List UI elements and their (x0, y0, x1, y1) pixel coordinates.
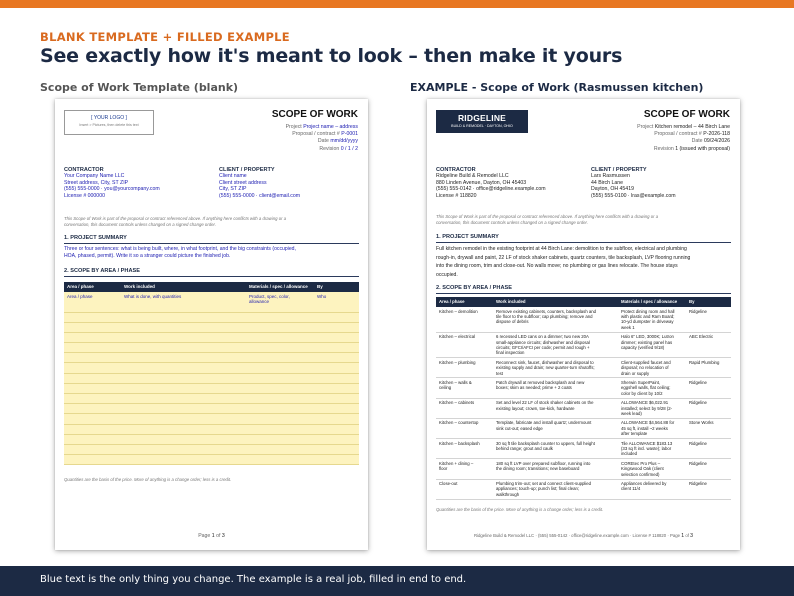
client-line[interactable]: Client name (219, 173, 247, 180)
meta-label: Date (691, 138, 703, 145)
cell-by: Ridgeline (686, 459, 731, 479)
contractor-block (64, 167, 160, 199)
table-row (436, 307, 731, 332)
contractor-line[interactable]: Street address, City, ST ZIP (64, 179, 129, 186)
disclaimer (64, 216, 362, 229)
blank-table-row[interactable] (64, 424, 359, 434)
summary-text (436, 245, 734, 279)
page-current: 1 (681, 533, 685, 539)
scope-table (436, 297, 731, 500)
blank-cell[interactable] (64, 322, 121, 332)
blank-cell[interactable] (64, 414, 121, 424)
cell-area: Kitchen – backsplash (436, 439, 493, 459)
page-label: Page (669, 533, 681, 538)
client-heading: CLIENT / PROPERTY (219, 167, 275, 173)
cell-materials: Sherwin SuperPaint, eggshell walls, flat ceiling; color by client by 10/2 (618, 378, 686, 398)
cell-work: Plumbing trim-out; set and connect client-supplied appliances; touch-up; punch list; final clean; walkthrough (493, 479, 618, 499)
summary-line: HOA, phased, permit). Write it so a stranger could picture the finished job. (64, 253, 231, 260)
client-block (219, 167, 300, 199)
cell-area: Kitchen – walls & ceiling (436, 378, 493, 398)
blank-table-row[interactable] (64, 455, 359, 465)
meta-value: P-2026-118 (703, 131, 730, 138)
meta-label: Proposal / contract # (654, 131, 702, 138)
contractor-line: 880 Linden Avenue, Dayton, OH 45403 (436, 179, 527, 186)
logo-placeholder[interactable] (64, 110, 154, 135)
blank-table-row[interactable] (64, 434, 359, 444)
page-of: of (216, 533, 221, 539)
blank-cell[interactable] (314, 363, 359, 373)
disclaimer-line: This Scope of Work is part of the proposal or contract referenced above. If anything here conflicts with a drawing or a (436, 214, 659, 219)
cell-work: 180 sq ft LVP over prepared subfloor, running into the dining room; transitions; new baseboard (493, 459, 618, 479)
meta-label: Proposal / contract # (292, 131, 340, 138)
cell-by: Ridgeline (686, 398, 731, 418)
cell-materials: Halo 6" LED, 3000K; Lutron dimmer; existing panel has capacity (verified 9/18) (618, 332, 686, 358)
cell-work: Remove existing cabinets, counters, backsplash and tile floor to the subfloor; cap plumbing; remove and dispose of debris (493, 307, 618, 332)
table-row (436, 358, 731, 378)
blank-cell[interactable] (121, 434, 246, 444)
section-heading-scope: 2. SCOPE BY AREA / PHASE (436, 285, 512, 291)
blank-cell[interactable] (121, 455, 246, 465)
page-total: 3 (221, 533, 225, 539)
blank-cell[interactable] (121, 332, 246, 342)
blank-table-row[interactable] (64, 394, 359, 404)
cell-area: Kitchen – cabinets (436, 398, 493, 418)
blank-cell[interactable] (246, 363, 314, 373)
blank-cell[interactable] (64, 312, 121, 322)
table-row (436, 378, 731, 398)
page-total: 3 (690, 533, 694, 539)
meta-value[interactable]: P-0001 (341, 131, 358, 138)
cell-work[interactable]: What is done, with quantities (121, 292, 246, 312)
table-header-row (436, 297, 731, 307)
contractor-heading: CONTRACTOR (64, 167, 104, 173)
cell-by: Ridgeline (686, 479, 731, 499)
cell-by: Stone Works (686, 418, 731, 438)
divider (436, 293, 731, 294)
section-heading-summary: 1. PROJECT SUMMARY (436, 234, 499, 240)
blank-cell[interactable] (246, 414, 314, 424)
client-line: Dayton, OH 45419 (591, 186, 634, 193)
blank-table-row[interactable] (64, 373, 359, 383)
blank-cell[interactable] (246, 343, 314, 353)
page-footer (427, 533, 740, 539)
blank-cell[interactable] (246, 434, 314, 444)
client-line[interactable]: Client street address (219, 179, 267, 186)
blank-cell[interactable] (64, 343, 121, 353)
disclaimer (436, 214, 734, 227)
blank-cell[interactable] (121, 424, 246, 434)
contractor-line[interactable]: Your Company Name LLC (64, 173, 125, 180)
cell-by[interactable]: Who (314, 292, 359, 312)
section-heading-summary: 1. PROJECT SUMMARY (64, 235, 127, 241)
blank-rows (64, 312, 359, 465)
blank-cell[interactable] (121, 404, 246, 414)
cell-work: Template, fabricate and install quartz; undermount sink cut-out; eased edge (493, 418, 618, 438)
contractor-line: (555) 555-0142 · office@ridgeline.example.com (436, 186, 546, 193)
blank-cell[interactable] (314, 404, 359, 414)
cell-area: Kitchen – demolition (436, 307, 493, 332)
example-caption: EXAMPLE - Scope of Work (Rasmussen kitchen) (410, 81, 704, 94)
cell-materials: Tile ALLOWANCE $183.13 (33 sq ft incl. waste); labor included (618, 439, 686, 459)
blank-cell[interactable] (64, 404, 121, 414)
doc-meta (637, 124, 730, 153)
cell-materials: Appliances delivered by client 11/4 (618, 479, 686, 499)
blank-cell[interactable] (121, 343, 246, 353)
client-line: Lars Rasmussen (591, 173, 630, 180)
blank-table-row[interactable] (64, 332, 359, 342)
disclaimer-line: This Scope of Work is part of the proposal or contract referenced above. If anything here conflicts with a drawing or a (64, 216, 287, 221)
footer-company-info: Ridgeline Build & Remodel LLC · (555) 555-0142 · office@ridgeline.example.com · License # 118820 · (473, 533, 669, 538)
contractor-line[interactable]: (555) 555-0000 · you@yourcompany.com (64, 186, 160, 193)
divider (64, 243, 359, 244)
divider (64, 276, 359, 277)
cell-materials: COREtec Pro Plus – Kingswood Oak (client selection confirmed) (618, 459, 686, 479)
blank-cell[interactable] (246, 455, 314, 465)
blank-cell[interactable] (246, 312, 314, 322)
meta-value: 09/24/2026 (704, 138, 730, 145)
table-header-row (64, 282, 359, 292)
meta-value[interactable]: 0 / 1 / 2 (340, 145, 358, 152)
blank-cell[interactable] (314, 455, 359, 465)
meta-value: 1 (issued with proposal) (675, 145, 730, 152)
blank-cell[interactable] (64, 444, 121, 454)
template-caption: Scope of Work Template (blank) (40, 81, 239, 94)
blank-cell[interactable] (64, 394, 121, 404)
cell-materials: Protect dining room and hall with plastic and Ram Board; 10-yd dumpster in driveway week 1 (618, 307, 686, 332)
blank-cell[interactable] (121, 312, 246, 322)
meta-value: Kitchen remodel – 44 Birch Lane (654, 124, 730, 130)
blank-cell[interactable] (314, 343, 359, 353)
table-row (436, 459, 731, 479)
cell-work: 6 recessed LED cans on a dimmer; two new 20A small-appliance circuits; dishwasher and disposal circuits; GFCI/AFCI per code; permit and rough + final inspection (493, 332, 618, 358)
blank-cell[interactable] (314, 444, 359, 454)
doc-title: SCOPE OF WORK (643, 109, 730, 120)
cell-materials: ALLOWANCE $4,564.88 for 45 sq ft, install ~2 weeks after template (618, 418, 686, 438)
disclaimer-line: conversation, this document controls unless changed on a signed change order. (436, 220, 588, 226)
blank-table-row[interactable] (64, 444, 359, 454)
doc-title: SCOPE OF WORK (271, 109, 358, 120)
cell-area: Close-out (436, 479, 493, 499)
blank-cell[interactable] (121, 394, 246, 404)
col-header: Area / phase (64, 282, 121, 292)
table-row (436, 479, 731, 499)
cell-materials[interactable]: Product, spec, color, allowance (246, 292, 314, 312)
table-row[interactable] (64, 292, 359, 312)
bottom-banner-text: Blue text is the only thing you change. The example is a real job, filled in end to end. (40, 574, 467, 585)
table-row (436, 418, 731, 438)
cell-area: Kitchen – electrical (436, 332, 493, 358)
logo-name: RIDGELINE (457, 113, 507, 123)
meta-value[interactable]: Project name – address (303, 124, 358, 130)
blank-cell[interactable] (246, 394, 314, 404)
cell-by: Ridgeline (686, 439, 731, 459)
blank-cell[interactable] (246, 424, 314, 434)
logo-tagline: BUILD & REMODEL · DAYTON, OHIO (451, 124, 513, 128)
blank-cell[interactable] (64, 363, 121, 373)
cell-area: Kitchen + dining – floor (436, 459, 493, 479)
table-row (436, 439, 731, 459)
blank-table-row[interactable] (64, 363, 359, 373)
cell-materials: Client-supplied faucet and disposal; no relocation of drain or supply (618, 358, 686, 378)
blank-cell[interactable] (314, 353, 359, 363)
blank-cell[interactable] (64, 383, 121, 393)
logo-placeholder-text: [ YOUR LOGO ] (91, 115, 127, 121)
contractor-line: License # 118820 (436, 192, 477, 199)
doc-meta (286, 124, 358, 153)
contractor-line[interactable]: License # 000000 (64, 192, 105, 199)
blank-cell[interactable] (246, 332, 314, 342)
col-header: By (314, 282, 359, 292)
cell-work: Patch drywall at removed backsplash and new boxes; skim as needed; prime + 2 coats (493, 378, 618, 398)
quantities-note: Quantities are the basis of the price. More of anything is a change order; less is a credit. (436, 507, 604, 512)
logo-placeholder-hint: Insert > Pictures, then delete this text (79, 123, 139, 127)
blank-table-row[interactable] (64, 312, 359, 322)
meta-label: Revision (319, 145, 340, 152)
summary-line: rough-in, drywall and paint, 22 LF of stock shaker cabinets, quartz counters, tile backsplash, LVP flooring running (436, 254, 691, 261)
cell-by: Ridgeline (686, 378, 731, 398)
summary-line: Three or four sentences: what is being built, where, in what footprint, and the big constraints (occupied, (64, 246, 296, 252)
blank-cell[interactable] (121, 363, 246, 373)
divider (436, 242, 731, 243)
blank-cell[interactable] (314, 322, 359, 332)
meta-label: Project (285, 124, 302, 130)
col-header: Materials / spec / allowance (618, 297, 686, 307)
blank-cell[interactable] (64, 353, 121, 363)
blank-cell[interactable] (314, 434, 359, 444)
blank-cell[interactable] (64, 332, 121, 342)
scope-rows (436, 307, 731, 499)
blank-cell[interactable] (246, 373, 314, 383)
blank-cell[interactable] (121, 383, 246, 393)
cell-area: Kitchen – plumbing (436, 358, 493, 378)
client-line: (555) 555-0100 · lras@example.com (591, 192, 676, 199)
blank-cell[interactable] (121, 322, 246, 332)
meta-label: Revision (653, 145, 674, 152)
top-accent-bar (0, 0, 794, 8)
cell-by: Rapid Plumbing (686, 358, 731, 378)
blank-cell[interactable] (246, 404, 314, 414)
blank-cell[interactable] (121, 444, 246, 454)
example-page (427, 99, 740, 550)
blank-table-row[interactable] (64, 404, 359, 414)
cell-materials: ALLOWANCE $6,022.91 installed; select by 9/28 (2- week lead) (618, 398, 686, 418)
cell-by: Ridgeline (686, 307, 731, 332)
disclaimer-line: conversation, this document controls unless changed on a signed change order. (64, 222, 216, 228)
cell-area: Kitchen – countertop (436, 418, 493, 438)
blank-cell[interactable] (64, 455, 121, 465)
col-header: By (686, 297, 731, 307)
client-line: 44 Birch Lane (591, 179, 624, 186)
cell-work: Set and level 22 LF of stock shaker cabinets on the existing layout; crown, toe-kick, hardware (493, 398, 618, 418)
meta-label: Date (317, 138, 329, 145)
company-logo (436, 110, 528, 133)
page-number (55, 533, 368, 539)
blank-cell[interactable] (314, 373, 359, 383)
col-header: Work included (493, 297, 618, 307)
kicker-label: BLANK TEMPLATE + FILLED EXAMPLE (40, 30, 290, 44)
blank-table-row[interactable] (64, 414, 359, 424)
blank-cell[interactable] (64, 424, 121, 434)
client-line[interactable]: City, ST ZIP (219, 186, 247, 193)
blank-cell[interactable] (121, 373, 246, 383)
blank-table-row[interactable] (64, 343, 359, 353)
blank-cell[interactable] (314, 414, 359, 424)
blank-cell[interactable] (121, 414, 246, 424)
scope-table (64, 282, 359, 465)
blank-table-row[interactable] (64, 322, 359, 332)
page-current: 1 (211, 533, 215, 539)
meta-value[interactable]: mm/dd/yyyy (330, 138, 358, 145)
quantities-note: Quantities are the basis of the price. More of anything is a change order; less is a credit. (64, 477, 232, 482)
meta-label: Project (637, 124, 654, 130)
blank-table-row[interactable] (64, 383, 359, 393)
client-block (591, 167, 676, 199)
page-label: Page (198, 533, 211, 539)
cell-work: Reconnect sink, faucet, dishwasher and disposal to existing supply and drain; new quarter-turn shutoffs; test (493, 358, 618, 378)
blank-cell[interactable] (64, 373, 121, 383)
cell-by: ABC Electric (686, 332, 731, 358)
blank-cell[interactable] (246, 383, 314, 393)
col-header: Area / phase (436, 297, 493, 307)
cell-work: 30 sq ft tile backsplash counter to uppers, full height behind range; grout and caulk (493, 439, 618, 459)
blank-cell[interactable] (246, 322, 314, 332)
blank-table-row[interactable] (64, 353, 359, 363)
headline: See exactly how it's meant to look – then make it yours (40, 45, 623, 67)
summary-line: occupied. (436, 271, 458, 278)
cell-area[interactable]: Area / phase (64, 292, 121, 312)
blank-cell[interactable] (246, 444, 314, 454)
section-heading-scope: 2. SCOPE BY AREA / PHASE (64, 268, 140, 274)
blank-cell[interactable] (64, 434, 121, 444)
blank-cell[interactable] (246, 353, 314, 363)
contractor-block (436, 167, 546, 199)
summary-line: into the dining room, trim and close-out. No walls move; no plumbing or gas lines relocate. The house stays (436, 263, 678, 270)
blank-cell[interactable] (314, 332, 359, 342)
blank-cell[interactable] (314, 394, 359, 404)
template-page (55, 99, 368, 550)
col-header: Materials / spec / allowance (246, 282, 314, 292)
table-row (436, 398, 731, 418)
client-line[interactable]: (555) 555-0000 · client@email.com (219, 192, 301, 199)
summary-line: Full kitchen remodel in the existing footprint at 44 Birch Lane: demolition to the subfloor, electrical and plumbing (436, 246, 687, 252)
blank-cell[interactable] (314, 383, 359, 393)
col-header: Work included (121, 282, 246, 292)
contractor-line: Ridgeline Build & Remodel LLC (436, 173, 509, 180)
client-heading: CLIENT / PROPERTY (591, 167, 647, 173)
contractor-heading: CONTRACTOR (436, 167, 476, 173)
summary-text[interactable] (64, 246, 362, 260)
blank-cell[interactable] (121, 353, 246, 363)
table-row (436, 332, 731, 358)
blank-cell[interactable] (314, 312, 359, 322)
page-of: of (685, 533, 689, 538)
blank-cell[interactable] (314, 424, 359, 434)
